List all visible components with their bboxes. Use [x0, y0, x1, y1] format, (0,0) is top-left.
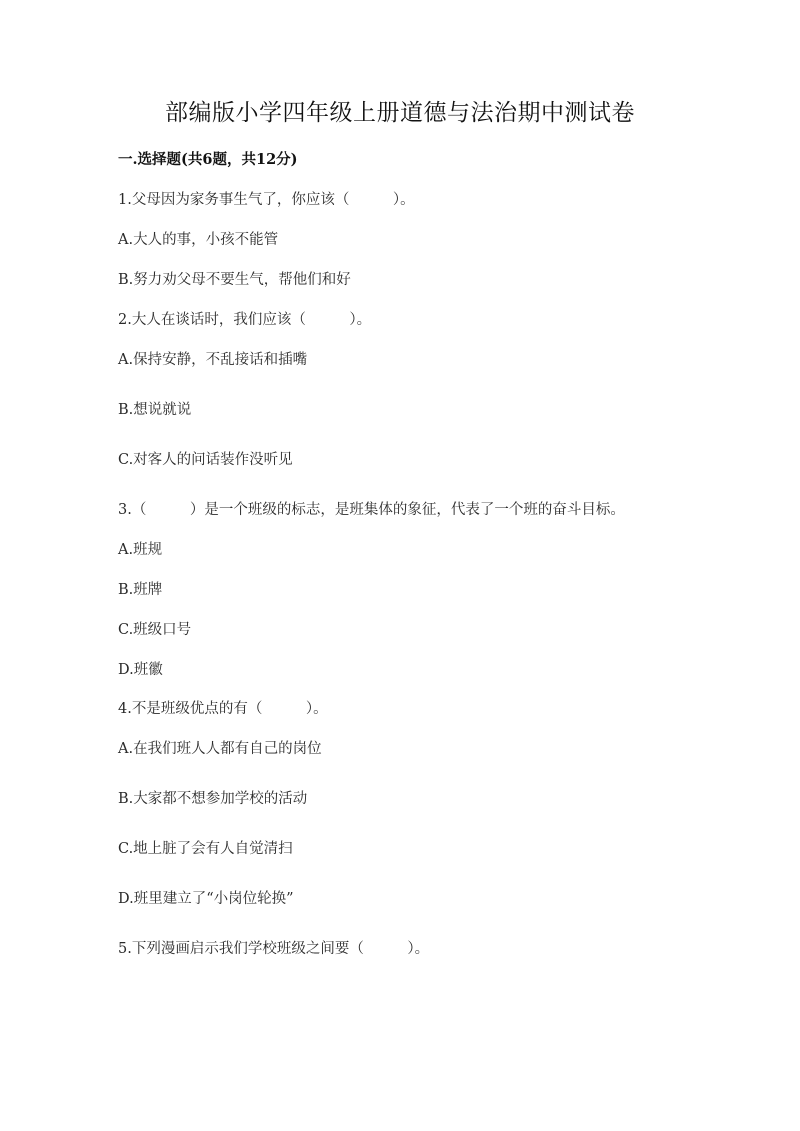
question-4-option-a: A.在我们班人人都有自己的岗位: [118, 741, 322, 757]
question-4-option-d: D.班里建立了“小岗位轮换”: [118, 891, 294, 907]
question-1-option-b: B.努力劝父母不要生气，帮他们和好: [118, 272, 351, 288]
exam-title: 部编版小学四年级上册道德与法治期中测试卷: [165, 100, 635, 126]
question-5-stem: 5.下列漫画启示我们学校班级之间要（ ）。: [118, 941, 430, 957]
question-2-option-a: A.保持安静，不乱接话和插嘴: [118, 352, 308, 368]
question-3-stem: 3.（ ）是一个班级的标志，是班集体的象征，代表了一个班的奋斗目标。: [118, 502, 625, 518]
question-3-option-d: D.班徽: [118, 662, 163, 678]
question-1-stem: 1.父母因为家务事生气了，你应该（ ）。: [118, 192, 415, 208]
question-3-option-c: C.班级口号: [118, 622, 192, 638]
question-2-stem: 2.大人在谈话时，我们应该（ ）。: [118, 312, 372, 328]
question-4-option-c: C.地上脏了会有人自觉清扫: [118, 841, 293, 857]
question-3-option-b: B.班牌: [118, 582, 163, 598]
question-2-option-b: B.想说就说: [118, 402, 192, 418]
question-3-option-a: A.班规: [118, 542, 163, 558]
section-heading-multiple-choice: 一.选择题(共6题，共12分): [118, 151, 298, 168]
question-1-option-a: A.大人的事，小孩不能管: [118, 232, 279, 248]
question-4-stem: 4.不是班级优点的有（ ）。: [118, 701, 328, 717]
question-4-option-b: B.大家都不想参加学校的活动: [118, 791, 308, 807]
question-2-option-c: C.对客人的问话装作没听见: [118, 452, 293, 468]
